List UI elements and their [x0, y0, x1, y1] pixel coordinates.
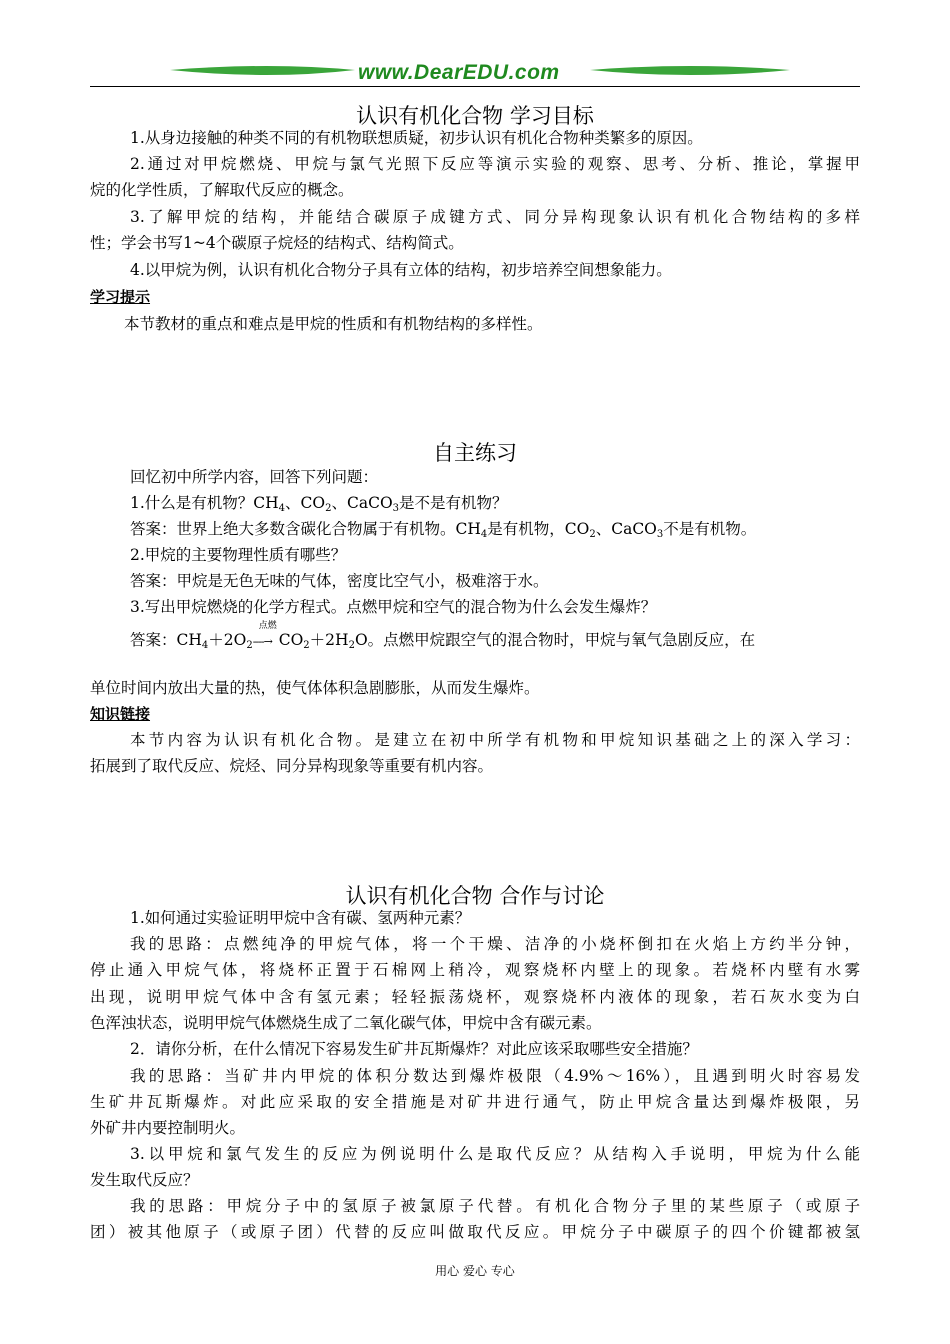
section-title-practice: 自主练习 [433, 441, 517, 465]
goal-line: 2.通过对甲烷燃烧、甲烷与氯气光照下反应等演示实验的观察、思考、分析、推论，掌握甲 [130, 155, 860, 173]
discussion-line: 停止通入甲烷气体，将烧杯正置于石棉网上稍冷，观察烧杯内壁上的现象。若烧杯内壁有水雾 [90, 961, 860, 979]
section-title-discussion: 认识有机化合物 合作与讨论 [345, 884, 605, 908]
goal-line: 烷的化学性质，了解取代反应的概念。 [90, 181, 354, 199]
discussion-line: 团）被其他原子（或原子团）代替的反应叫做取代反应。甲烷分子中碳原子的四个价键都被氢 [90, 1223, 860, 1241]
answer-3: 答案：$CH_4+2O_2$ 点燃 ----→ $CO_2+2H_2O$。点燃甲烷跟空气的混合物时，甲烷与氧气急剧反应，在 [90, 628, 860, 658]
goal-line: 4.以甲烷为例，认识有机化合物分子具有立体的结构，初步培养空间想象能力。 [130, 261, 672, 279]
reaction-arrow: 点燃 ----→ [252, 621, 277, 648]
discussion-line: 出现，说明甲烷气体中含有氢元素；轻轻振荡烧杯，观察烧杯内液体的现象，若石灰水变为白 [90, 988, 860, 1006]
discussion-line: 1.如何通过实验证明甲烷中含有碳、氢两种元素？ [130, 909, 471, 927]
goal-line: 1.从身边接触的种类不同的有机物联想质疑，初步认识有机化合物种类繁多的原因。 [130, 129, 703, 147]
goal-line: 性；学会书写1~4个碳原子烷烃的结构式、结构简式。 [90, 234, 464, 252]
discussion-line: 2．请你分析，在什么情况下容易发生矿井瓦斯爆炸？对此应该采取哪些安全措施？ [130, 1040, 698, 1058]
study-hint-label: 学习提示 [90, 288, 151, 306]
answer-1: 答案：世界上绝大多数含碳化合物属于有机物。$CH_4$是有机物，$CO_2$、CaCO$_3$不是有机物。 [130, 520, 757, 540]
study-hint-text: 本节教材的重点和难点是甲烷的性质和有机物结构的多样性。 [124, 315, 543, 333]
question-2: 2.甲烷的主要物理性质有哪些？ [130, 546, 347, 564]
discussion-line: 色浑浊状态，说明甲烷气体燃烧生成了二氧化碳气体，甲烷中含有碳元素。 [90, 1014, 602, 1032]
discussion-line: 我的思路：当矿井内甲烷的体积分数达到爆炸极限（4.9%～16%），且遇到明火时容易发 [130, 1067, 860, 1085]
answer-2: 答案：甲烷是无色无味的气体，密度比空气小，极难溶于水。 [130, 572, 549, 590]
page-footer: 用心 爱心 专心 [435, 1264, 515, 1278]
section-title-goals: 认识有机化合物 学习目标 [356, 104, 594, 128]
practice-intro: 回忆初中所学内容，回答下列问题： [130, 468, 379, 486]
discussion-line: 我的思路：点燃纯净的甲烷气体，将一个干燥、洁净的小烧杯倒扣在火焰上方约半分钟， [130, 935, 860, 953]
discussion-line: 3.以甲烷和氯气发生的反应为例说明什么是取代反应？从结构入手说明，甲烷为什么能 [130, 1145, 860, 1163]
header-rule [90, 86, 860, 87]
goal-line: 3.了解甲烷的结构，并能结合碳原子成键方式、同分异构现象认识有机化合物结构的多样 [130, 208, 860, 226]
knowledge-link-text: 本节内容为认识有机化合物。是建立在初中所学有机物和甲烷知识基础之上的深入学习： [130, 731, 860, 749]
page-header [90, 58, 860, 90]
question-1: 1.什么是有机物？$CH_4$、$CO_2$、CaCO$_3$是不是有机物？ [130, 494, 508, 514]
discussion-line: 我的思路：甲烷分子中的氢原子被氯原子代替。有机化合物分子里的某些原子（或原子 [130, 1197, 860, 1215]
question-3: 3.写出甲烷燃烧的化学方程式。点燃甲烷和空气的混合物为什么会发生爆炸？ [130, 598, 657, 616]
discussion-line: 外矿井内要控制明火。 [90, 1119, 246, 1137]
site-logo[interactable]: www.DearEDU.com [358, 61, 560, 84]
discussion-line: 生矿井瓦斯爆炸。对此应采取的安全措施是对矿井进行通气，防止甲烷含量达到爆炸极限，另 [90, 1093, 860, 1111]
discussion-line: 发生取代反应？ [90, 1171, 199, 1189]
knowledge-link-label: 知识链接 [90, 705, 151, 723]
knowledge-link-text: 拓展到了取代反应、烷烃、同分异构现象等重要有机内容。 [90, 757, 494, 775]
answer-3-continued: 单位时间内放出大量的热，使气体体积急剧膨胀，从而发生爆炸。 [90, 679, 540, 697]
